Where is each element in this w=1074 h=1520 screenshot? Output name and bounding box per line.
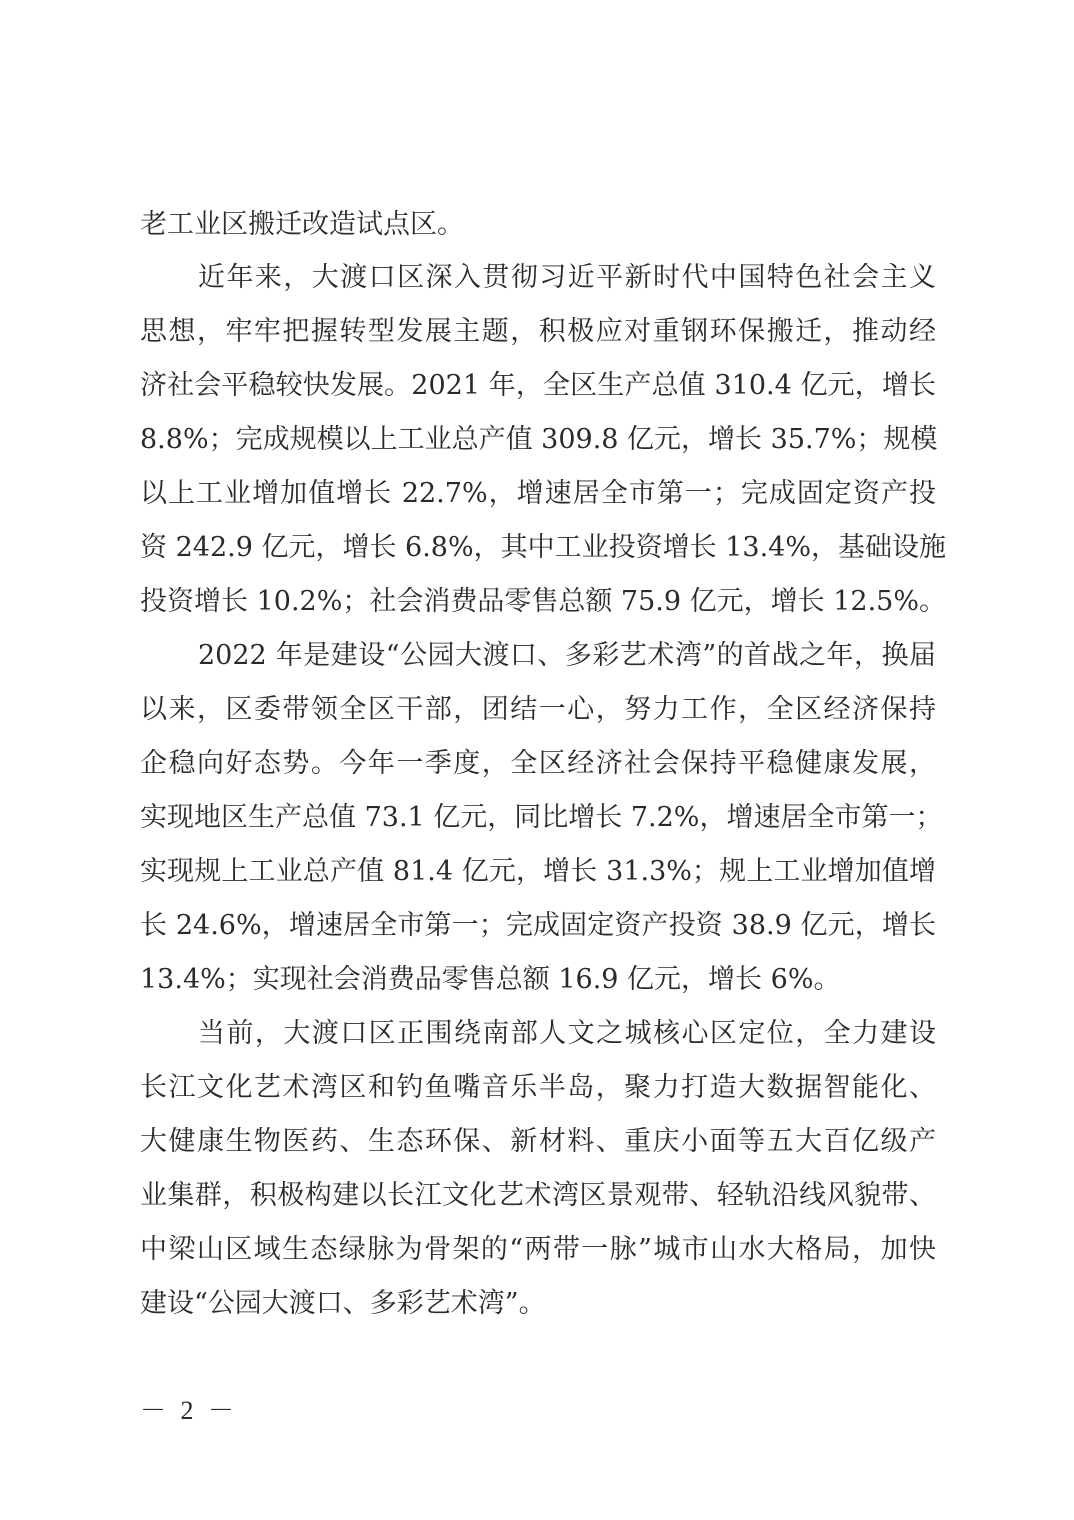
paragraph-2-line-7: 投资增长 10.2%；社会消费品零售总额 75.9 亿元，增长 12.5%。	[140, 586, 946, 617]
paragraph-2-line-1: 近年来，大渡口区深入贯彻习近平新时代中国特色社会主义	[198, 262, 936, 293]
paragraph-2-line-3: 济社会平稳较快发展。2021 年，全区生产总值 310.4 亿元，增长	[140, 370, 936, 401]
paragraph-3-line-7: 13.4%；实现社会消费品零售总额 16.9 亿元，增长 6%。	[140, 964, 841, 995]
paragraph-4-line-3: 大健康生物医药、生态环保、新材料、重庆小面等五大百亿级产	[140, 1126, 936, 1157]
paragraph-2-line-4: 8.8%；完成规模以上工业总产值 309.8 亿元，增长 35.7%；规模	[140, 424, 938, 455]
paragraph-3-line-6: 长 24.6%，增速居全市第一；完成固定资产投资 38.9 亿元，增长	[140, 910, 936, 941]
paragraph-3-line-2: 以来，区委带领全区干部，团结一心，努力工作，全区经济保持	[140, 694, 936, 725]
paragraph-4-line-6: 建设“公园大渡口、多彩艺术湾”。	[140, 1288, 546, 1319]
paragraph-2-line-2: 思想，牢牢把握转型发展主题，积极应对重钢环保搬迁，推动经	[140, 316, 936, 347]
paragraph-3-line-5: 实现规上工业总产值 81.4 亿元，增长 31.3%；规上工业增加值增	[140, 856, 936, 887]
paragraph-3-line-4: 实现地区生产总值 73.1 亿元，同比增长 7.2%，增速居全市第一；	[140, 802, 943, 833]
paragraph-4-line-2: 长江文化艺术湾区和钓鱼嘴音乐半岛，聚力打造大数据智能化、	[140, 1072, 936, 1103]
paragraph-2-line-5: 以上工业增加值增长 22.7%，增速居全市第一；完成固定资产投	[140, 478, 936, 509]
paragraph-4-line-1: 当前，大渡口区正围绕南部人文之城核心区定位，全力建设	[198, 1018, 936, 1049]
paragraph-2-line-6: 资 242.9 亿元，增长 6.8%，其中工业投资增长 13.4%，基础设施	[140, 532, 946, 563]
paragraph-1-line-1: 老工业区搬迁改造试点区。	[140, 209, 464, 240]
paragraph-3-line-1: 2022 年是建设“公园大渡口、多彩艺术湾”的首战之年，换届	[198, 640, 936, 671]
paragraph-4-line-4: 业集群，积极构建以长江文化艺术湾区景观带、轻轨沿线风貌带、	[140, 1180, 936, 1211]
paragraph-3-line-3: 企稳向好态势。今年一季度，全区经济社会保持平稳健康发展，	[140, 748, 936, 779]
paragraph-4-line-5: 中梁山区域生态绿脉为骨架的“两带一脉”城市山水大格局，加快	[140, 1234, 936, 1265]
page-number: － 2 －	[140, 1396, 239, 1425]
